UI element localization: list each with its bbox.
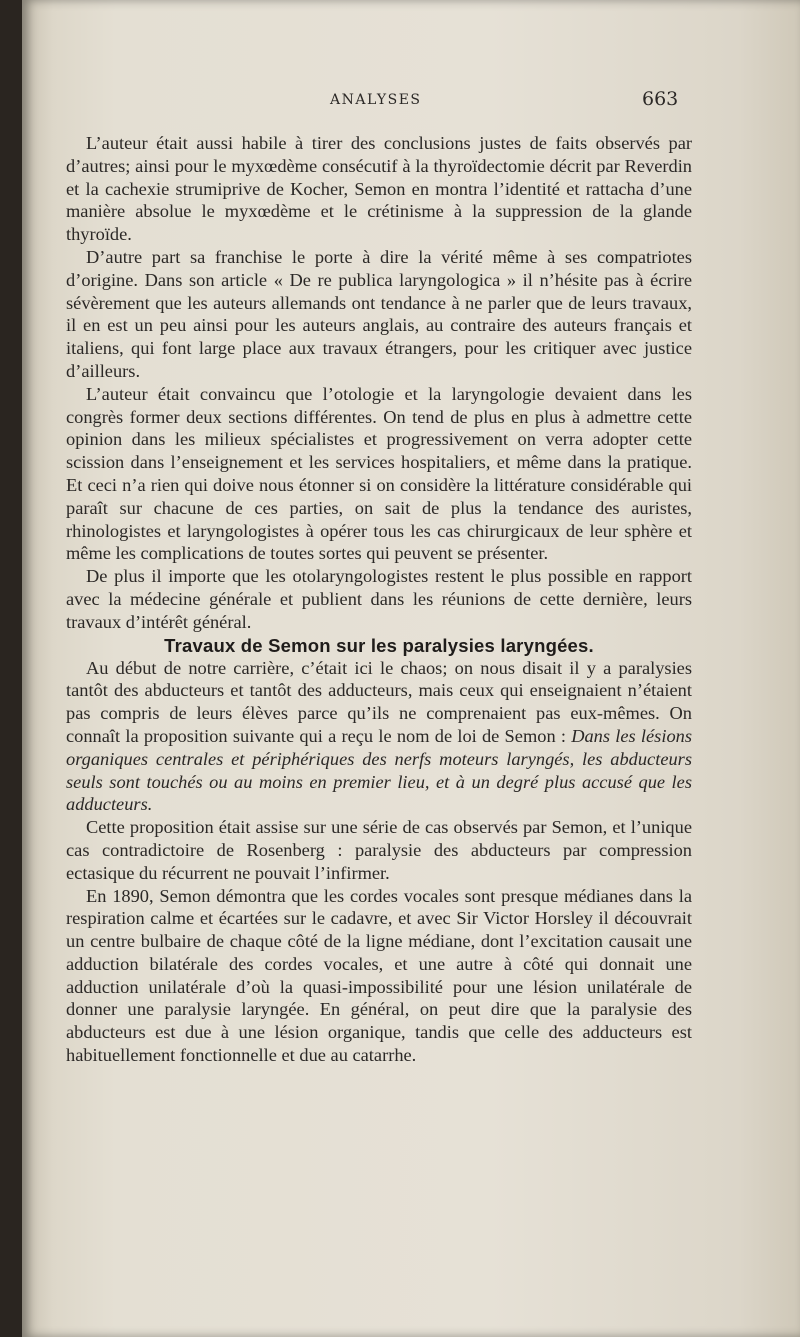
- paragraph: D’autre part sa franchise le porte à dire la vérité même à ses compatriotes d’origine. Dans son article « De re publica laryngologica » il n’hésite pas à écrire sévèrement que les auteurs allemands ont tendance à ne parler que de leurs travaux, il en est un peu ainsi pour les auteurs anglais, au contraire des auteurs français et italiens, qui font large place aux travaux étrangers, pour les critiquer avec justice d’ailleurs.: [66, 246, 692, 381]
- paragraph: L’auteur était convaincu que l’otologie et la laryngologie devaient dans les congrès former deux sections différentes. On tend de plus en plus à admettre cette opinion dans les milieux spécialistes et progressivement on verra adopter cette scission dans l’enseignement et les services hospitaliers, et même dans la pratique. Et ceci n’a rien qui doive nous étonner si on considère la littérature considérable qui paraît sur chacune de ces parties, on sait de plus la tendance des auristes, rhinologistes et laryngologistes à opérer tous les cas chirurgicaux de leur sphère et même les complications de toutes sortes qui peuvent se présenter.: [66, 383, 692, 564]
- page-number: 663: [642, 88, 679, 110]
- running-head: [22, 88, 800, 114]
- section-heading: Travaux de Semon sur les paralysies laryngées.: [164, 634, 594, 656]
- paragraph: En 1890, Semon démontra que les cordes vocales sont presque médianes dans la respiration calme et écartées sur le cadavre, et avec Sir Victor Horsley il découvrait un centre bulbaire de chaque côté de la ligne médiane, dont l’excitation causait une adduction bilatérale des cordes vocales, et une autre à côté qui donnait une adduction unilatérale d’où la quasi-impossibilité pour une lésion unilatérale de donner une paralysie laryngée. En général, on peut dire que la paralysie des abducteurs est due à une lésion organique, tandis que celle des adducteurs est habituellement fonctionnelle et due au catarrhe.: [66, 885, 692, 1066]
- paragraph: [66, 657, 692, 817]
- book-page: [22, 0, 800, 1337]
- paragraph: De plus il importe que les otolaryngologistes restent le plus possible en rapport avec la médecine générale et publient dans les réunions de cette dernière, leurs travaux d’intérêt général.: [66, 566, 692, 632]
- paragraph: Cette proposition était assise sur une série de cas observés par Semon, et l’unique cas contradictoire de Rosenberg : paralysie des abducteurs par compression ectasique du récurrent ne pouvait l’infirmer.: [66, 817, 692, 883]
- running-title: ANALYSES: [330, 92, 422, 108]
- semon-law-italic: Dans les lésions organiques centrales et périphériques des nerfs moteurs laryngés, les abducteurs seuls sont touchés ou au moins en premier lieu, et à un degré plus accusé que les adducteurs.: [66, 725, 692, 815]
- paragraph: L’auteur était aussi habile à tirer des conclusions justes de faits observés par d’autres; ainsi pour le myxœdème consécutif à la thyroïdectomie décrit par Reverdin et la cachexie strumiprive de Kocher, Semon en montra l’identité et rattacha d’une manière absolue le myxœdème et le crétinisme à la suppression de la glande thyroïde.: [66, 133, 692, 245]
- paragraph-text: Au début de notre carrière, c’était ici le chaos; on nous disait il y a paralysies tantôt des abducteurs et tantôt des adducteurs, mais ceux qui enseignaient n’étaient pas compris de leurs élèves parce qu’ils ne comprenaient pas eux-mêmes. On connaît la proposition suivante qui a reçu le nom de loi de Semon :: [66, 657, 692, 746]
- body-text: [66, 132, 692, 1067]
